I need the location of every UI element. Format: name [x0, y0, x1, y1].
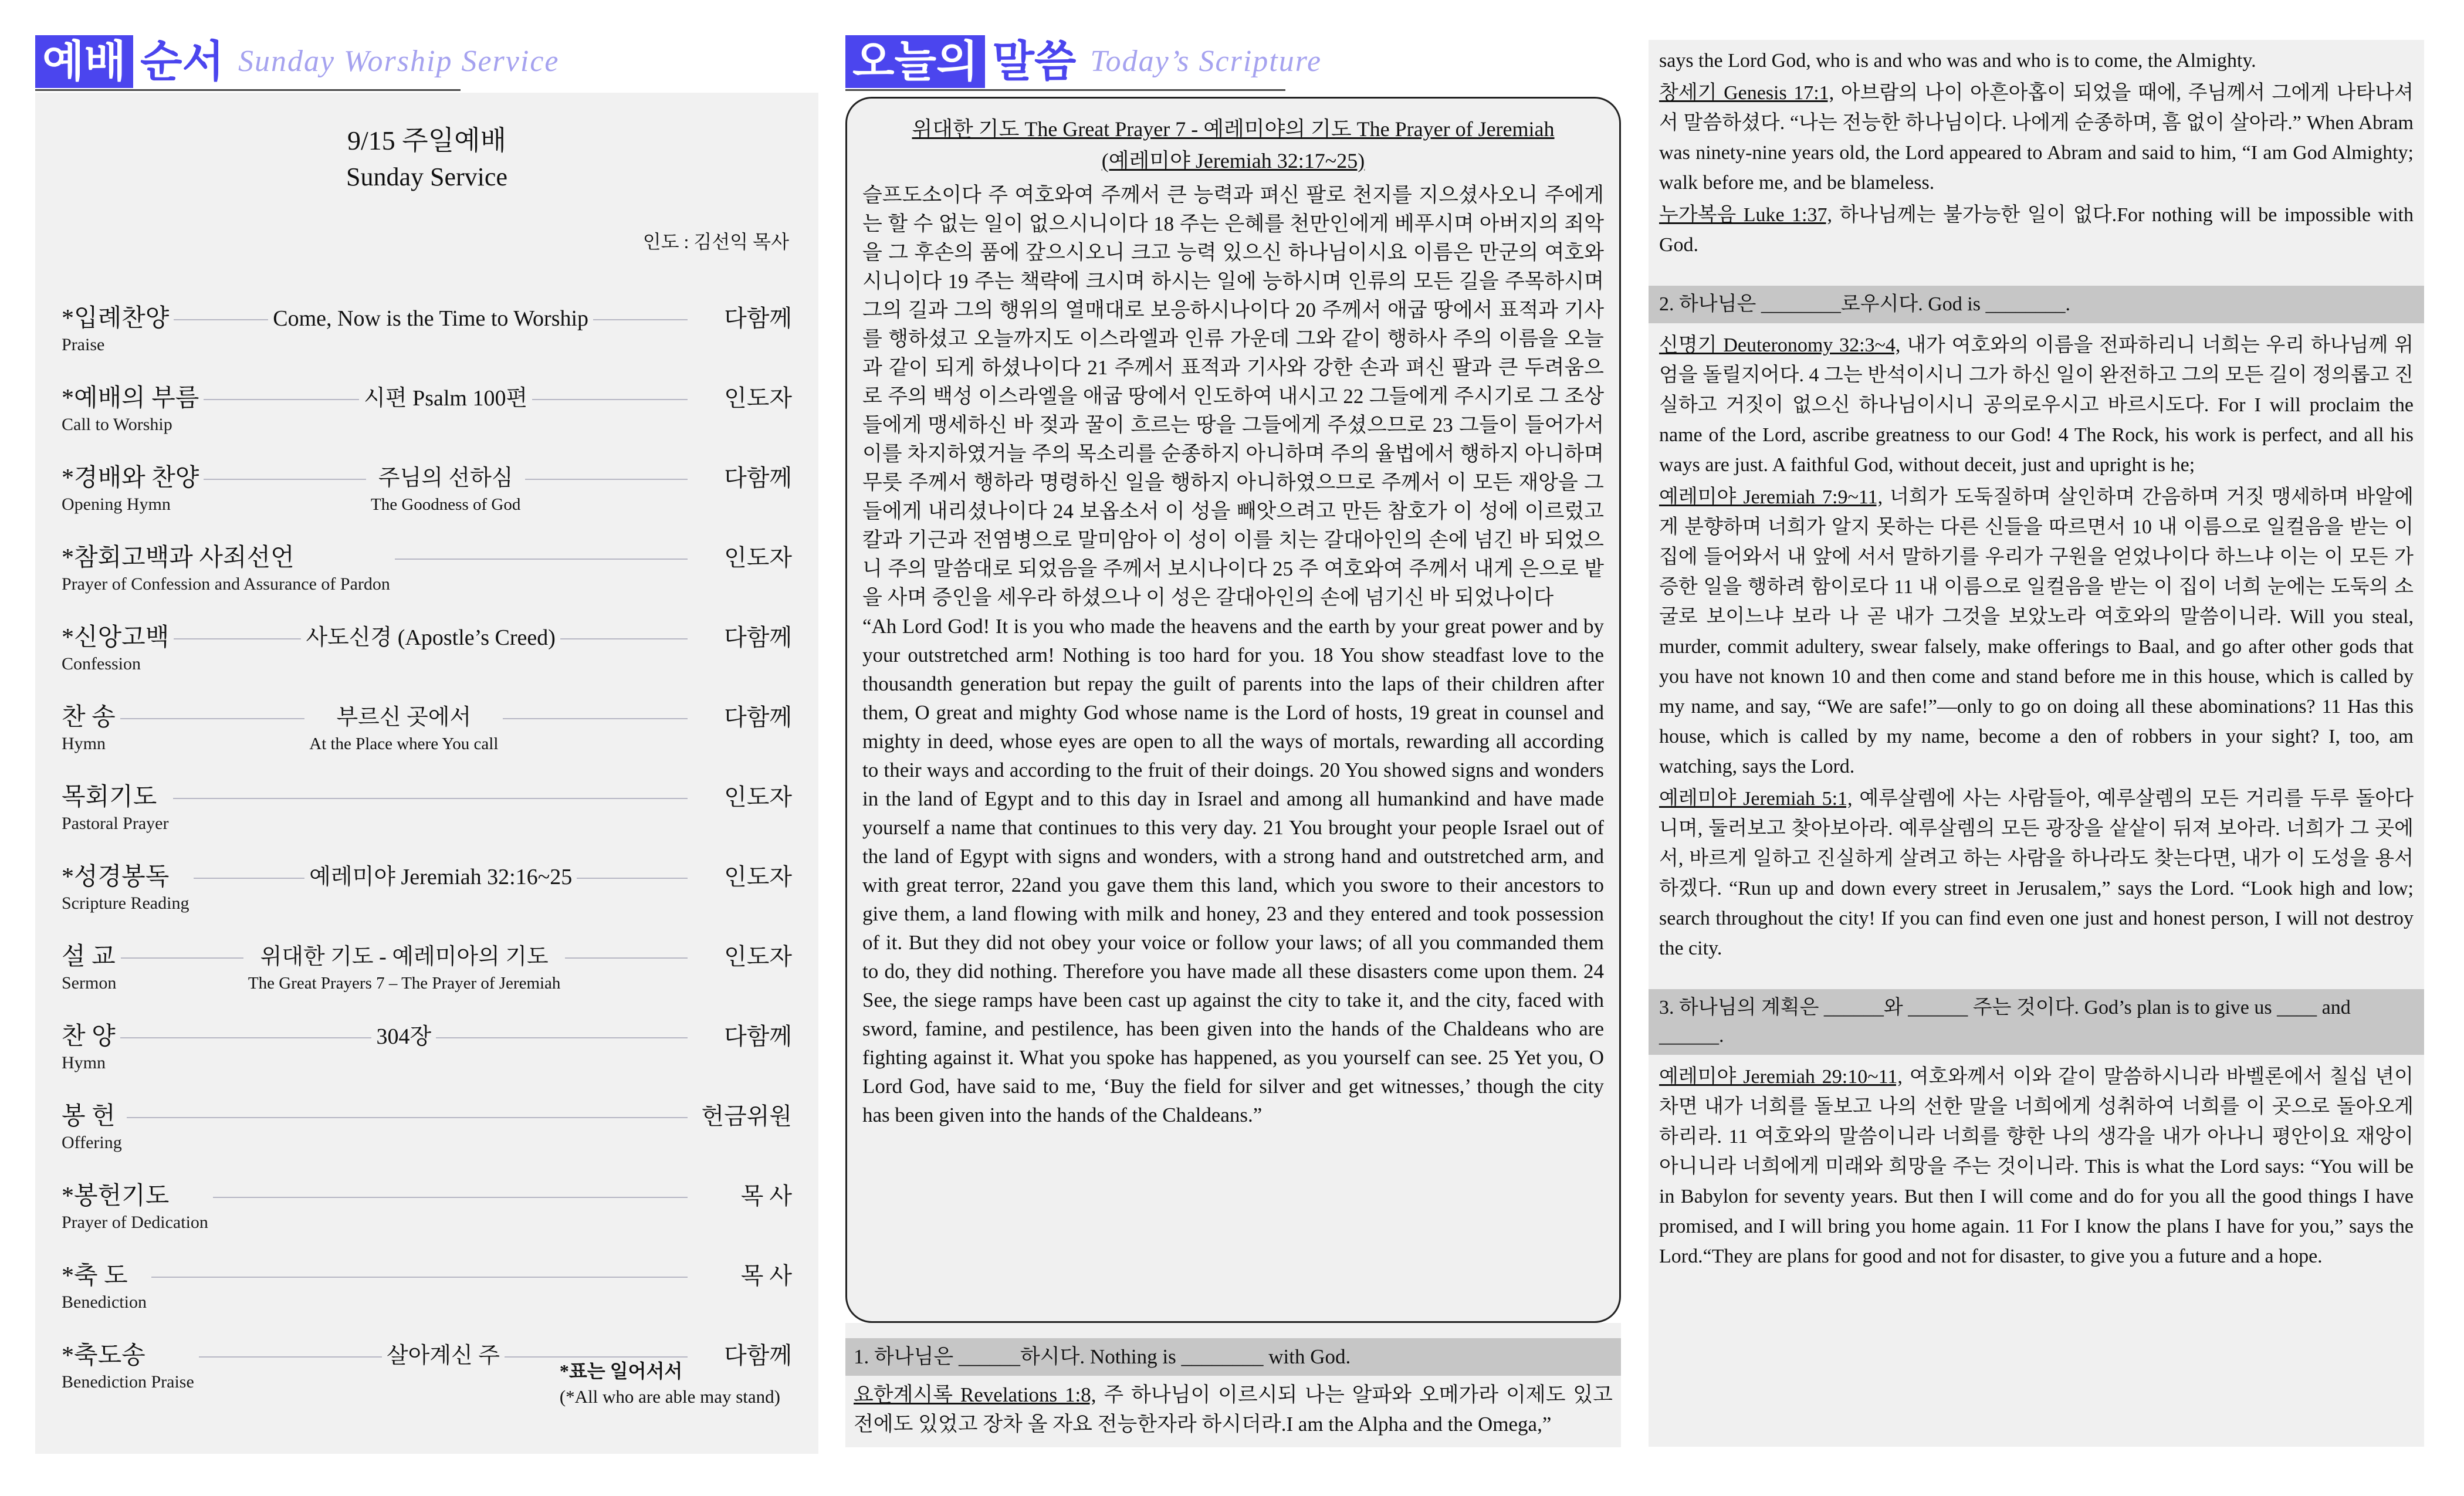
- order-item-scripture-reading: [62, 862, 792, 915]
- worship-order-body: [35, 93, 818, 1454]
- fill-in-blank-3: 3. 하나님의 계획은 ______와 ______ 주는 것이다. God’s plan is to give us ____ and ______.: [1649, 989, 2424, 1055]
- standing-footnote: [560, 1358, 780, 1410]
- revelation-reference: 요한계시록 Revelations 1:8,: [854, 1383, 1096, 1406]
- footnote-ko: *표는 일어서서: [559, 1360, 683, 1382]
- fill-in-blank-2: 2. 하나님은 ________로우시다. God is ________.: [1649, 286, 2424, 323]
- leader-line-rule: [120, 718, 305, 719]
- leader-line-rule: [436, 1037, 688, 1038]
- revelation-continuation: says the Lord God, who is and who was and who is to come, the Almighty.: [1659, 50, 2256, 72]
- worship-order-title: 순서: [140, 37, 224, 86]
- worship-order-panel: [35, 35, 818, 1454]
- item-performer: 다함께: [724, 1023, 792, 1050]
- leader-line-rule: [213, 1197, 688, 1198]
- worship-order-subtitle: Sunday Worship Service: [238, 45, 560, 78]
- revelation-text: 주 하나님이 이르시되 나는 알파와 오메가라 이제도 있고 전에도 있었고 장차 올 자요 전능한자라 하시더라.I am the Alpha and the Omega,”: [854, 1383, 1613, 1436]
- item-performer: 인도자: [724, 544, 792, 571]
- leader-line-rule: [577, 878, 688, 879]
- order-item-hymn: [62, 703, 792, 756]
- item-label-en: Hymn: [62, 1053, 106, 1072]
- item-label-ko: *봉헌기도: [62, 1183, 170, 1210]
- worship-order-header: [35, 35, 818, 91]
- revelation-quote: [845, 1376, 1621, 1447]
- sermon-notes-section-1: [845, 1323, 1621, 1447]
- item-label-en: Sermon: [62, 973, 117, 993]
- leader-line-rule: [395, 559, 688, 560]
- leader-line-rule: [593, 319, 688, 320]
- order-item-sermon: [62, 942, 792, 995]
- item-label-en: Benediction: [62, 1292, 147, 1312]
- service-leader: 인도 : 김선익 목사: [642, 231, 789, 252]
- item-label-ko: *신앙고백: [62, 624, 170, 651]
- item-center-sub: The Goodness of God: [371, 495, 521, 514]
- service-date-title: 9/15 주일예배: [347, 126, 507, 155]
- leader-line-rule: [204, 399, 359, 400]
- luke-reference: 누가복음 Luke 1:37,: [1659, 204, 1832, 226]
- leader-line-rule: [121, 957, 243, 959]
- item-label-ko: *경배와 찬양: [62, 465, 199, 492]
- item-center: 사도신경 (Apostle’s Creed): [306, 625, 556, 650]
- item-label-ko: *입례찬양: [62, 305, 170, 332]
- leader-line-rule: [199, 1356, 382, 1358]
- luke-quote: [1649, 199, 2424, 261]
- todays-scripture-subtitle: Today’s Scripture: [1090, 45, 1322, 78]
- item-center-sub: At the Place where You call: [309, 735, 499, 753]
- order-item-pastoral-prayer: [62, 783, 792, 835]
- order-item-anthem: [62, 1022, 792, 1075]
- item-label-en: Benediction Praise: [62, 1372, 194, 1392]
- jeremiah-5-quote: [1649, 783, 2424, 964]
- order-item-praise: [62, 304, 792, 357]
- jeremiah-29-reference: 예레미야 Jeremiah 29:10~11,: [1659, 1066, 1903, 1088]
- item-label-en: Confession: [62, 654, 141, 673]
- scripture-passage-english: “Ah Lord God! It is you who made the heavens and the earth by your great power and by your outstretched arm! Nothing is too hard for you. 18 You show steadfast love to the thousandth generation but repay the guilt of parents into the laps of their children after them, O great and mighty God whose name is the Lord of hosts, 19 great in counsel and mighty in deed, whose eyes are open to all the ways of mortals, rewarding all according to their ways and according to the fruit of their doings. 20 You showed signs and wonders in the land of Egypt and to this day in Israel and among all humankind and have made yourself a name that continues to this very day. 21 You brought your people Israel out of the land of Egypt with signs and wonders, with a strong hand and outstretched arm, and with great terror, 22and you gave them this land, which you swore to their ancestors to give them, a land flowing with milk and honey, 23 and they entered and took possession of it. But they did not obey your voice or follow your laws; of all you commanded them to do, they did nothing. Therefore you have made all these disasters come upon them. 24 See, the siege ramps have been cast up against the city to take it, and the city, faced with sword, famine, and pestilence, has been given into the hands of the Chaldeans who are fighting against it. What you spoke has happened, as you yourself can see. 25 Yet you, O Lord God, have said to me, ‘Buy the field for silver and get witnesses,’ though the city has been given into the hands of the Chaldeans.”: [862, 615, 1604, 1126]
- item-center: 304장: [376, 1024, 432, 1049]
- jeremiah-29-text: 여호와께서 이와 같이 말씀하시니라 바벨론에서 칠십 년이 차면 내가 너희를 돌보고 나의 선한 말을 너희에게 성취하여 너희를 이 곳으로 돌아오게 하리라. 11 여호와의 말씀이니라 너희를 향한 나의 생각을 내가 아나니 평안이요 재앙이 아니니라 너희에게 미래와 희망을 주는 것이니라. This is what the Lord says: “You will be in Babylon for seventy years. But then I will come and do for you all the good things I have promised, and I will bring you home again. 11 For I know the plans I have for you,” says the Lord.“They are plans for good and not for disaster, to give you a future and a hope.: [1659, 1066, 2414, 1267]
- item-label-en: Hymn: [62, 734, 106, 753]
- scripture-notes-panel: [1649, 40, 2424, 1447]
- leader-line-rule: [532, 399, 688, 400]
- worship-order-badge: 예배: [35, 35, 133, 88]
- item-performer: 헌금위원: [701, 1103, 792, 1129]
- sermon-scripture-reference: (예레미야 Jeremiah 32:17~25): [1101, 149, 1365, 172]
- leader-line-rule: [565, 957, 688, 959]
- deuteronomy-quote: [1649, 329, 2424, 481]
- leader-line-rule: [173, 798, 688, 799]
- item-label-en: Prayer of Dedication: [62, 1213, 208, 1232]
- item-label-en: Scripture Reading: [62, 893, 189, 913]
- item-label-ko: 찬 양: [62, 1023, 116, 1050]
- todays-scripture-title: 말씀: [992, 37, 1077, 86]
- leader-line-rule: [151, 1277, 688, 1278]
- order-item-prayer-of-dedication: [62, 1182, 792, 1234]
- item-label-en: Pastoral Prayer: [62, 814, 169, 833]
- leader-line-rule: [503, 718, 688, 719]
- leader-line-rule: [204, 479, 366, 480]
- item-performer: 다함께: [724, 704, 792, 730]
- item-label-ko: 목회기도: [62, 784, 157, 811]
- order-item-call-to-worship: [62, 384, 792, 436]
- item-label-en: Offering: [62, 1133, 122, 1152]
- todays-scripture-panel: [845, 35, 1621, 1447]
- fill-in-blank-1: 1. 하나님은 ______하시다. Nothing is ________ with God.: [845, 1338, 1621, 1376]
- leader-line-rule: [120, 1037, 372, 1038]
- footnote-en: (*All who are able may stand): [559, 1386, 780, 1407]
- order-item-confession-pardon: [62, 543, 792, 596]
- item-center: Come, Now is the Time to Worship: [273, 306, 589, 331]
- item-label-ko: *축도송: [62, 1342, 145, 1369]
- order-item-opening-hymn: [62, 463, 792, 516]
- item-performer: 다함께: [724, 465, 793, 491]
- scripture-box: [845, 97, 1621, 1323]
- leader-line-rule: [505, 1356, 688, 1358]
- todays-scripture-header: [845, 35, 1621, 91]
- leader-line-rule: [525, 479, 688, 480]
- leader-line-rule: [174, 319, 268, 320]
- item-performer: 인도자: [724, 784, 792, 810]
- header-rule: [845, 89, 1285, 91]
- item-label-ko: *참회고백과 사죄선언: [62, 544, 295, 571]
- jeremiah-5-text: 예루살렘에 사는 사람들아, 예루살렘의 모든 거리를 두루 돌아다니며, 둘러보고 찾아보아라. 예루살렘의 모든 광장을 샅샅이 뒤져 보아라. 너희가 그 곳에서, 바르게 일하고 진실하게 살려고 하는 사람을 하나라도 찾는다면, 내가 이 도성을 용서하겠다. “Run up and down every street in Jerusalem,” says the Lord. “Look high and low; search throughout the city! If you can find even one just and honest person, I will not destroy the city.: [1659, 788, 2414, 959]
- leader-line-rule: [174, 638, 301, 639]
- order-item-benediction: [62, 1261, 792, 1314]
- item-label-en: Call to Worship: [62, 415, 172, 434]
- item-performer: 인도자: [724, 943, 792, 970]
- item-center: 살아계신 주: [386, 1343, 500, 1368]
- item-label-ko: 설 교: [62, 943, 116, 970]
- item-center: 예레미야 Jeremiah 32:16~25: [309, 865, 573, 889]
- order-item-offering: [62, 1102, 792, 1155]
- item-performer: 다함께: [724, 1342, 793, 1369]
- item-label-en: Prayer of Confession and Assurance of Pardon: [62, 574, 390, 594]
- item-performer: 다함께: [724, 305, 792, 331]
- order-item-creed: [62, 623, 792, 676]
- genesis-text: 아브람의 나이 아흔아홉이 되었을 때에, 주님께서 그에게 나타나셔서 말씀하셨다. “나는 전능한 하나님이다. 나에게 순종하며, 흠 없이 살아라.” When Abram was ninety-nine years old, the Lord appeared to Abram and said to him, “I am God Almighty; walk before me, and be blameless.: [1659, 82, 2414, 194]
- header-rule: [35, 89, 461, 91]
- item-label-ko: *성경봉독: [62, 864, 170, 891]
- todays-scripture-badge: 오늘의: [845, 35, 985, 88]
- item-label-en: Opening Hymn: [62, 495, 171, 514]
- item-label-en: Praise: [62, 335, 105, 354]
- genesis-quote: [1649, 77, 2424, 199]
- service-title-en: Sunday Service: [346, 163, 507, 191]
- item-label-ko: *예배의 부름: [62, 385, 199, 412]
- jeremiah-7-quote: [1649, 481, 2424, 783]
- deuteronomy-text: 내가 여호와의 이름을 전파하리니 너희는 우리 하나님께 위엄을 돌릴지어다. 4 그는 반석이시니 그가 하신 일이 완전하고 그의 모든 길이 정의롭고 진실하고 거짓이 없으신 하나님이시니 공의로우시고 바르시도다. For I will proclaim the name of the Lord, ascribe greatness to our God! 4 The Rock, his work is perfect, and all his ways are just. A faithful God, without deceit, just and upright is he;: [1659, 334, 2414, 476]
- jeremiah-7-text: 너희가 도둑질하며 살인하며 간음하며 거짓 맹세하며 바알에게 분향하며 너희가 알지 못하는 다른 신들을 따르면서 10 내 이름으로 일컬음을 받는 이 집에 들어와서 내 앞에 서서 말하기를 우리가 구원을 얻었나이다 하느냐 이는 이 모든 가증한 일을 행하려 함이로다 11 내 이름으로 일컬음을 받는 이 집이 너희 눈에는 도둑의 소굴로 보이느냐 보라 나 곧 내가 그것을 보았노라 여호와의 말씀이니라. Will you steal, murder, commit adultery, swear falsely, make offerings to Baal, and go after other gods that you have not known 10 and then come and stand before me in this house, which is called by my name, and say, “We are safe!”—only to go on doing all these abominations? 11 Has this house, which is called by my name, become a den of robbers in your sight? I, too, am watching, says the Lord.: [1659, 486, 2414, 777]
- item-label-ko: 봉 헌: [62, 1103, 116, 1130]
- leader-line-rule: [127, 1117, 688, 1118]
- item-performer: 다함께: [724, 624, 793, 651]
- item-performer: 인도자: [724, 864, 792, 890]
- item-center: 시편 Psalm 100편: [364, 386, 528, 411]
- luke-text: 하나님께는 불가능한 일이 없다.For nothing will be impossible with God.: [1659, 204, 2414, 256]
- item-label-ko: *축 도: [62, 1263, 128, 1289]
- item-label-ko: 찬 송: [62, 704, 116, 731]
- item-performer: 목 사: [740, 1183, 792, 1209]
- item-performer: 목 사: [740, 1263, 792, 1289]
- scripture-passage-korean: 슬프도소이다 주 여호와여 주께서 큰 능력과 펴신 팔로 천지를 지으셨사오니 주에게는 할 수 없는 일이 없으시니이다 18 주는 은혜를 천만인에게 베푸시며 아버지의 죄악을 그 후손의 품에 갚으시오니 크고 능력 있으신 하나님이시요 이름은 만군의 여호와시니이다 19 주는 책략에 크시며 하시는 일에 능하시며 인류의 모든 길을 주목하시며 그의 길과 그의 행위의 열매대로 보응하시나이다 20 주께서 애굽 땅에서 표적과 기사를 행하셨고 오늘까지도 이스라엘과 인류 가운데 그와 같이 행하사 주의 이름을 오늘과 같이 되게 하셨나이다 21 주께서 표적과 기사와 강한 손과 펴신 팔과 큰 두려움으로 주의 백성 이스라엘을 애굽 땅에서 인도하여 내시고 22 그들에게 주시기로 그 조상들에게 맹세하신 바 젖과 꿀이 흐르는 땅을 그들에게 주셨으므로 23 그들이 들어가서 이를 차지하였거늘 주의 목소리를 순종하지 아니하며 주의 율법에서 행하지 아니하며 무릇 주께서 행하라 명령하신 일을 행하지 아니하였으므로 주께서 이 모든 재앙을 그들에게 내리셨나이다 24 보옵소서 이 성을 빼앗으려고 만든 참호가 이 성에 이르렀고 칼과 기근과 전염병으로 말미암아 이 성이 이를 치는 갈대아인의 손에 넘긴 바 되었으니 주의 말씀대로 되었음을 주께서 보시나이다 25 주 여호와여 주께서 내게 은으로 밭을 사며 증인을 세우라 하셨으나 이 성은 갈대아인의 손에 넘기신 바 되었나이다: [862, 184, 1604, 609]
- jeremiah-5-reference: 예레미야 Jeremiah 5:1,: [1659, 788, 1853, 810]
- item-performer: 인도자: [724, 385, 792, 411]
- item-center: 주님의 선하심: [378, 466, 513, 490]
- genesis-reference: 창세기 Genesis 17:1,: [1659, 82, 1835, 104]
- jeremiah-29-quote: [1649, 1061, 2424, 1272]
- item-center-sub: The Great Prayers 7 – The Prayer of Jeremiah: [248, 974, 561, 993]
- item-center: 부르신 곳에서: [336, 705, 472, 730]
- item-center: 위대한 기도 - 예레미아의 기도: [260, 945, 549, 969]
- sermon-scripture-title: 위대한 기도 The Great Prayer 7 - 예레미야의 기도 The Prayer of Jeremiah: [912, 117, 1555, 141]
- leader-line-rule: [560, 638, 688, 639]
- jeremiah-7-reference: 예레미야 Jeremiah 7:9~11,: [1659, 486, 1883, 508]
- deuteronomy-reference: 신명기 Deuteronomy 32:3~4,: [1659, 334, 1901, 356]
- leader-line-rule: [194, 878, 304, 879]
